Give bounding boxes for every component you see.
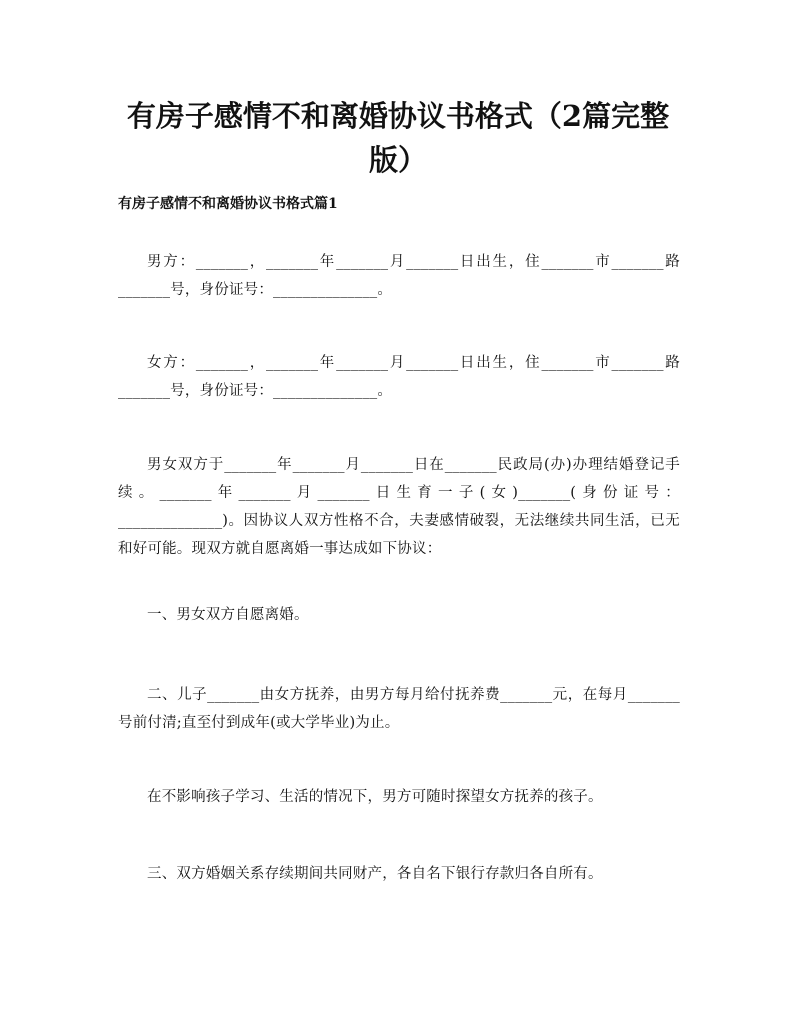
- paragraph-male-party: 男方：_______，_______年_______月_______日出生，住_______市_______路_______号，身份证号：______________。: [118, 254, 680, 298]
- paragraph-female-party: 女方：_______，_______年_______月_______日出生，住_______市_______路_______号，身份证号：______________。: [118, 355, 680, 399]
- section-heading: 有房子感情不和离婚协议书格式篇1: [118, 196, 338, 212]
- paragraph-clause-three: 三、双方婚姻关系存续期间共同财产，各自名下银行存款归各自所有。: [147, 866, 603, 882]
- paragraph-visitation: 在不影响孩子学习、生活的情况下，男方可随时探望女方抚养的孩子。: [147, 789, 603, 805]
- paragraph-marriage-info: 男女双方于_______年_______月_______日在_______民政局(办)办理结婚登记手续。_______年_______月_______日生育一子(女)_______(身份证号：______________)。因协议人双方性格不合，夫妻感情破裂，无法继续共同生活，已无和好可能。现双方就自愿离婚一事达成如下协议：: [118, 457, 680, 557]
- paragraph-clause-two: 二、儿子_______由女方抚养，由男方每月给付抚养费_______元，在每月_______号前付清;直至付到成年(或大学毕业)为止。: [118, 687, 680, 731]
- document-title: 有房子感情不和离婚协议书格式（2篇完整版）: [126, 99, 670, 177]
- paragraph-clause-one: 一、男女双方自愿离婚。: [147, 607, 309, 623]
